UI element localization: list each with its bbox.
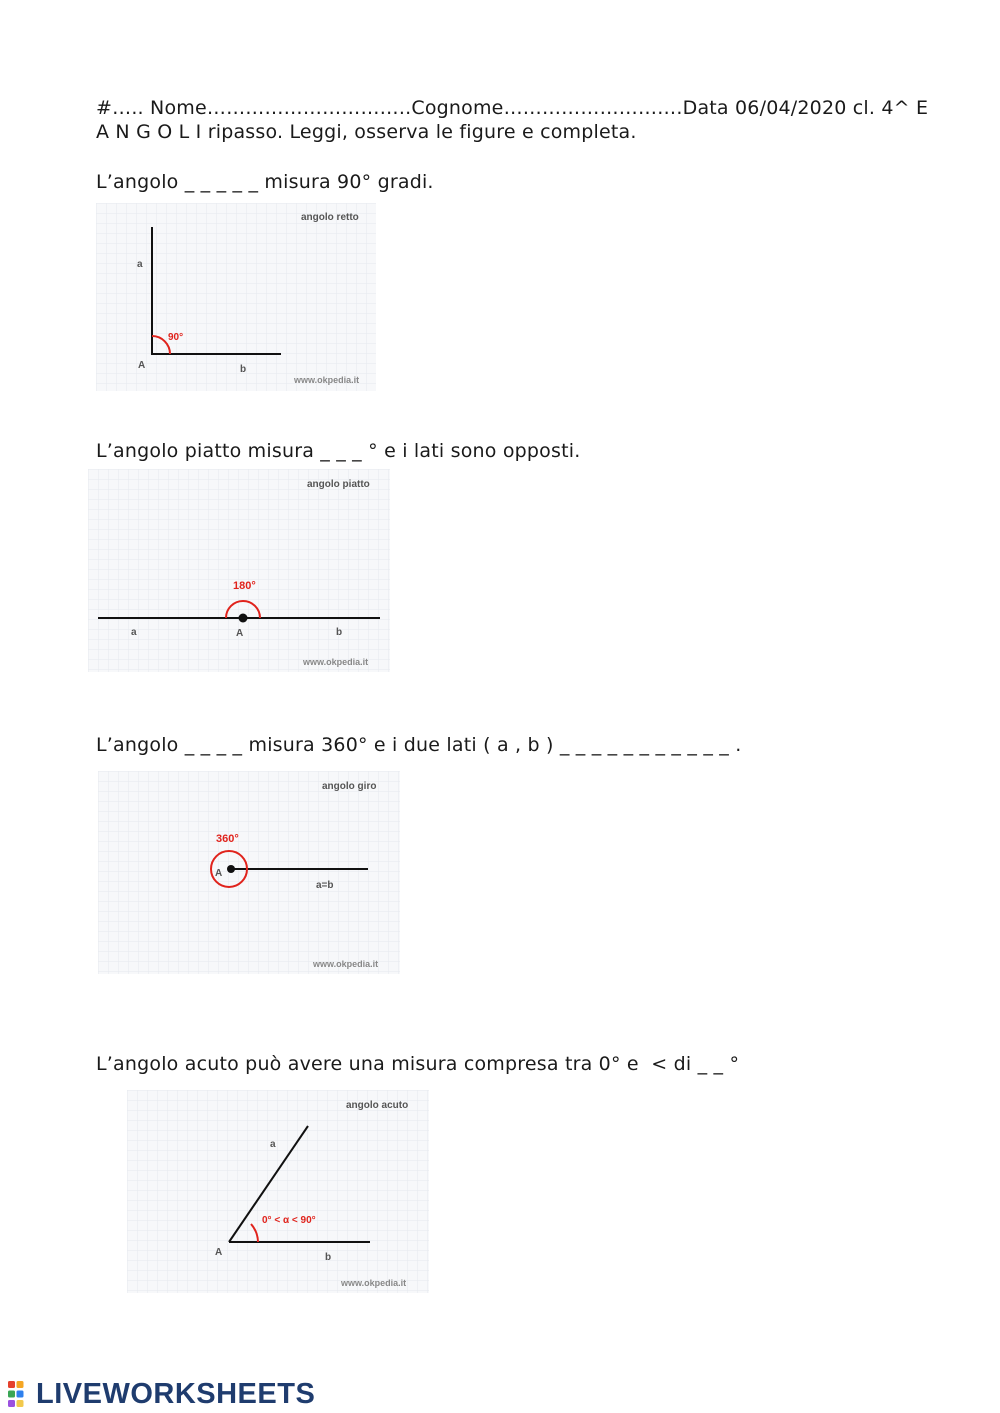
figure-title: angolo piatto: [307, 479, 370, 490]
exercise-4-prompt: L’angolo acuto può avere una misura compresa tra 0° e < di _ _ °: [96, 1053, 740, 1075]
angle-label: 180°: [233, 580, 256, 592]
credit-label: www.okpedia.it: [294, 375, 360, 385]
header-title-line: A N G O L I ripasso. Leggi, osserva le figure e completa.: [96, 121, 637, 143]
vertex-label: A: [138, 360, 146, 371]
header-name-line: #….. Nome…………………………..Cognome……………………….Data 06/04/2020 cl. 4^ E: [96, 97, 929, 119]
side-a-label: a: [131, 627, 137, 638]
angle-label: 90°: [168, 332, 184, 343]
side-a-label: a: [137, 259, 143, 270]
vertex-label: A: [215, 868, 223, 879]
exercise-1-prompt: L’angolo _ _ _ _ _ misura 90° gradi.: [96, 171, 434, 193]
figure-title: angolo acuto: [346, 1100, 409, 1111]
figure-full-angle: [98, 771, 400, 974]
credit-label: www.okpedia.it: [303, 657, 369, 667]
side-b-label: b: [240, 364, 247, 375]
vertex-label: A: [215, 1247, 223, 1258]
figure-title: angolo retto: [301, 212, 359, 223]
exercise-2-prompt: L’angolo piatto misura _ _ _ ° e i lati sono opposti.: [96, 440, 581, 462]
sides-label: a=b: [316, 880, 334, 891]
side-a-label: a: [270, 1139, 276, 1150]
credit-label: www.okpedia.it: [313, 959, 379, 969]
side-b-label: b: [325, 1252, 332, 1263]
logo-icon: [8, 1381, 32, 1407]
vertex-dot: [239, 614, 248, 623]
side-b-label: b: [336, 627, 343, 638]
vertex-dot: [227, 865, 235, 873]
figure-straight-angle: [88, 469, 390, 672]
liveworksheets-logo[interactable]: [8, 1378, 315, 1410]
angle-label: 0° < α < 90°: [262, 1215, 316, 1226]
figure-acute-angle: [127, 1090, 429, 1293]
figure-right-angle: [96, 203, 376, 391]
logo-text: LIVEWORKSHEETS: [36, 1377, 316, 1410]
figure-title: angolo giro: [322, 781, 377, 792]
vertex-label: A: [236, 628, 244, 639]
angle-label: 360°: [216, 833, 239, 845]
exercise-3-prompt: L’angolo _ _ _ _ misura 360° e i due lati ( a , b ) _ _ _ _ _ _ _ _ _ _ _ .: [96, 734, 742, 756]
credit-label: www.okpedia.it: [341, 1278, 407, 1288]
